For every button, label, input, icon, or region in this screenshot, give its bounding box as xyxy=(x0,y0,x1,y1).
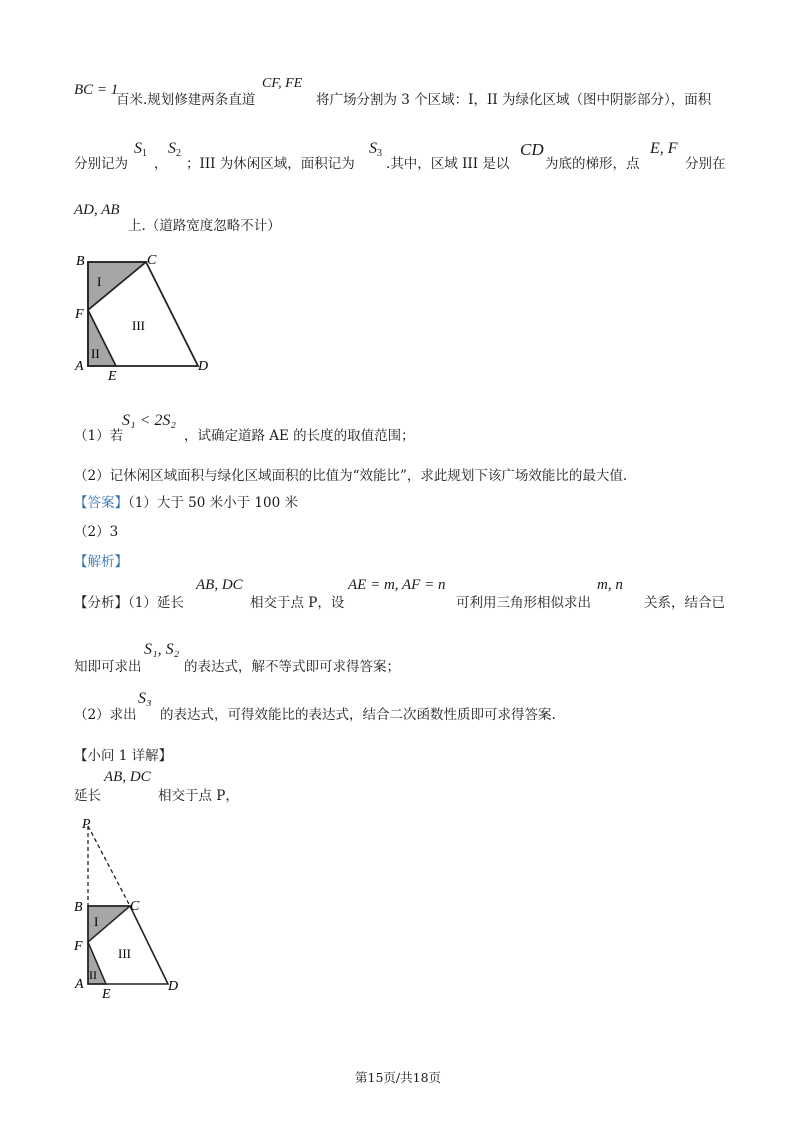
label-B: B xyxy=(76,254,85,269)
sub1-abdc: AB, DC xyxy=(104,769,151,785)
label-D-2: D xyxy=(168,979,179,994)
mn-symbol: m, n xyxy=(597,577,623,593)
fenxi-line1-mid: 相交于点 P，设 xyxy=(250,595,345,611)
para1-line1 xyxy=(74,82,118,99)
para1-line2-text: ；III 为休闲区域，面积记为 xyxy=(186,156,355,172)
answer-2: （2）3 xyxy=(74,524,119,540)
figure-extended xyxy=(70,812,190,1002)
fenxi-line1-end: 关系，结合已 xyxy=(644,595,725,611)
label-D: D xyxy=(198,359,209,374)
para1-line2: 分别记为 xyxy=(74,156,128,172)
para1-line2-text3: 为底的梯形，点 xyxy=(545,156,640,172)
label-E-2: E xyxy=(102,987,111,1002)
fenxi-tag: 【分析】 xyxy=(74,595,128,611)
label-I: I xyxy=(97,274,102,289)
s3-symbol: $S_3$ xyxy=(369,140,382,159)
label-E: E xyxy=(108,369,117,382)
fenxi-eq: AE = m, AF = n xyxy=(348,577,446,593)
sub1-text-start: 延长 xyxy=(74,788,101,804)
label-II-2: II xyxy=(89,968,97,982)
ef-symbol: E, F xyxy=(650,140,678,157)
s3-symbol-2: S₃ xyxy=(138,690,152,707)
label-A: A xyxy=(75,359,84,374)
fenxi-line2-start: 知即可求出 xyxy=(74,659,142,675)
q2-text: （2）记休闲区域面积与绿化区域面积的比值为“效能比”，求此规划下该广场效能比的最大值. xyxy=(74,468,628,484)
fenxi-line3-start: （2）求出 xyxy=(74,707,137,723)
analysis-tag: 【解析】 xyxy=(74,554,128,570)
label-III-2: III xyxy=(118,946,131,961)
para1-line1-tail: 将广场分割为 3 个区域：I，II 为绿化区域（图中阴影部分），面积 xyxy=(316,92,712,108)
label-II: II xyxy=(91,346,100,361)
para1-line2-text4: 分别在 xyxy=(685,156,726,172)
s2-symbol: $S_2$ xyxy=(168,140,181,159)
q1-inequality: S₁ < 2S₂ xyxy=(122,412,176,429)
label-C: C xyxy=(147,253,157,268)
page-number: 第15页/共18页 xyxy=(355,1070,442,1085)
answer-line xyxy=(74,491,298,511)
label-F-2: F xyxy=(74,939,83,954)
abdc-symbol: AB, DC xyxy=(196,577,243,593)
cf-fe-expr: CF, FE xyxy=(262,76,303,91)
s12-symbol: S₁, S₂ xyxy=(144,641,180,658)
para1-line1-text: 百米.规划修建两条直道 xyxy=(116,92,256,108)
figure-trapezoid xyxy=(70,250,220,382)
q1-pre: （1）若 xyxy=(74,428,124,444)
bc-expr: BC = 1 xyxy=(74,82,119,98)
s1-symbol: $S_1$ xyxy=(134,140,147,159)
q1-post: ，试确定道路 AE 的长度的取值范围； xyxy=(184,428,415,444)
answer-tag: 【答案】 xyxy=(74,495,128,511)
fenxi-line3-end: 的表达式，可得效能比的表达式，结合二次函数性质即可求得答案. xyxy=(160,707,556,723)
label-C-2: C xyxy=(130,899,140,914)
label-III: III xyxy=(132,318,145,333)
adab-symbol: AD, AB xyxy=(74,202,120,218)
fenxi-line1-start: 【分析】（1）延长 xyxy=(74,595,184,611)
cd-symbol: CD xyxy=(520,140,544,159)
para1-line3-text: 上.（道路宽度忽略不计） xyxy=(128,218,281,234)
sub1-text-end: 相交于点 P， xyxy=(158,788,239,804)
fenxi-line2-end: 的表达式，解不等式即可求得答案； xyxy=(184,659,400,675)
label-P: P xyxy=(82,817,91,832)
answer-1: （1）大于 50 米小于 100 米 xyxy=(128,495,298,511)
para1-line2-text2: .其中，区域 III 是以 xyxy=(386,156,510,172)
label-A-2: A xyxy=(75,977,84,992)
fenxi-line1-text3: 可利用三角形相似求出 xyxy=(456,595,591,611)
sub1-title: 【小问 1 详解】 xyxy=(74,748,173,764)
extension-DP xyxy=(88,826,130,906)
label-I-2: I xyxy=(94,914,99,929)
label-B-2: B xyxy=(74,900,83,915)
label-F: F xyxy=(75,307,84,322)
comma: ， xyxy=(154,156,168,172)
